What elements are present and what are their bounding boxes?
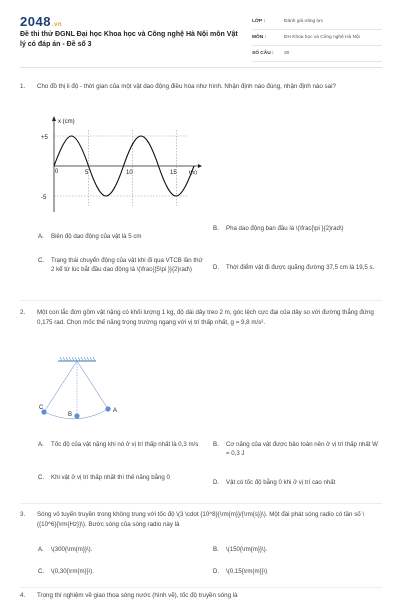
question-1: 1. Cho đồ thị li độ - thời gian của một vật dao động điều hòa như hình. Nhận định nào đúng, nhận định nào sai? — [20, 82, 382, 92]
question-1-text: Cho đồ thị li độ - thời gian của một vật dao động điều hòa như hình. Nhận định nào đúng, nhận định nào sai? — [37, 83, 336, 90]
y-tick-origin: 0 — [55, 169, 59, 175]
question-2-text: Một con lắc đơn gồm vật nặng có khối lượng 1 kg, độ dài dây treo 2 m, góc lệch cực đại của dây so với đường thẳng đứng 0,175 rad. Chọn mốc thế năng trọng trường ngang với vị trí thấp nhất, g = 9,8 m/s². — [37, 309, 374, 326]
label-c: C — [39, 405, 44, 411]
pendulum-figure — [38, 355, 138, 425]
question-4: 4. Trong thí nghiệm về giao thoa sóng nước (hình vẽ), tốc độ truyền sóng là — [20, 591, 382, 600]
q3-option-d[interactable]: D. \(0,15{\rm{m}}\) — [213, 568, 268, 575]
question-4-text: Trong thí nghiệm về giao thoa sóng nước (hình vẽ), tốc độ truyền sóng là — [37, 592, 238, 599]
question-divider — [20, 300, 382, 301]
q3-option-a[interactable]: A. \(300{\rm{m}}\). — [38, 546, 93, 553]
x-tick-15: 15 — [170, 170, 177, 176]
meta-lop: LỚP : Đánh giá năng lực — [252, 14, 382, 30]
question-3-text: Sóng vô tuyến truyền trong không trung với tốc độ \(3 \cdot {10^8}{\rm{m}}/{\rm{s}}\). Một đài phát sóng radio có tần số \({10^6}{\rm{Hz}}\). Bước sóng của sóng radio này là — [37, 511, 365, 528]
q2-option-a[interactable]: A. Tốc độ của vật nặng khi nó ở vị trí thấp nhất là 0,3 m/s — [38, 441, 199, 448]
document-header — [0, 0, 400, 62]
question-2: 2. Một con lắc đơn gồm vật nặng có khối lượng 1 kg, độ dài dây treo 2 m, góc lệch cực đại của dây so với đường thẳng đứng 0,175 rad. Chọn mốc thế năng trọng trường ngang với vị trí thấp nhất, g = 9,8 m/s². — [20, 308, 382, 327]
site-logo[interactable]: 2048.vn — [20, 14, 63, 29]
y-tick-bottom: -5 — [41, 195, 47, 201]
label-a: A — [113, 408, 118, 414]
x-axis-label: t(s) — [189, 170, 197, 176]
q1-option-a[interactable]: A. Biên độ dao động của vật là 5 cm — [38, 233, 142, 240]
x-tick-5: 5 — [85, 170, 89, 176]
q2-option-d[interactable]: D. Vật có tốc độ bằng 0 khi ở vị trí cao nhất — [213, 479, 336, 486]
q2-option-b[interactable]: B. Cơ năng của vật được bảo toàn nên ở vị trí thấp nhất W = 0,3 J — [213, 441, 378, 458]
q1-option-c[interactable]: C. Trạng thái chuyển động của vật khi đi qua VTCB lần thứ 2 kể từ lúc bắt đầu dao động là \(\frac{{5\pi }}{2}rad\) — [38, 257, 203, 274]
meta-socau: SỐ CÂU : 30 — [252, 46, 382, 62]
y-tick-top: +5 — [41, 135, 48, 141]
q1-option-d[interactable]: D. Thời điểm vật đi được quãng đường 37,5 cm là 19,5 s. — [213, 264, 375, 271]
label-b: B — [68, 412, 73, 418]
y-axis-label: x (cm) — [58, 119, 75, 125]
x-tick-10: 10 — [126, 170, 133, 176]
question-3: 3. Sóng vô tuyến truyền trong không trung với tốc độ \(3 \cdot {10^8}{\rm{m}}/{\rm{s}}\). Một đài phát sóng radio có tần số \({10^6}{\rm{Hz}}\). Bước sóng của sóng radio này là — [20, 510, 382, 529]
q3-option-c[interactable]: C. \(0,30{\rm{m}}\). — [38, 568, 95, 575]
q1-option-b[interactable]: B. Pha dao động ban đầu là \(\frac{\pi }{2}rad\) — [213, 225, 344, 232]
question-divider — [20, 587, 382, 588]
question-divider — [20, 503, 382, 504]
document-title: Đề thi thử ĐGNL Đại học Khoa học và Công nghệ Hà Nội môn Vật lý có đáp án - Đề số 3 — [20, 31, 238, 48]
document-meta — [252, 14, 382, 62]
displacement-time-graph — [40, 112, 205, 220]
q3-option-b[interactable]: B. \(150{\rm{m}}\). — [213, 546, 268, 553]
meta-mon: MÔN : ĐH Khoa học và Công nghệ Hà Nội — [252, 30, 382, 46]
q2-option-c[interactable]: C. Khi vật ở vị trí thấp nhất thì thế năng bằng 0 — [38, 474, 170, 481]
header-divider — [20, 67, 382, 68]
